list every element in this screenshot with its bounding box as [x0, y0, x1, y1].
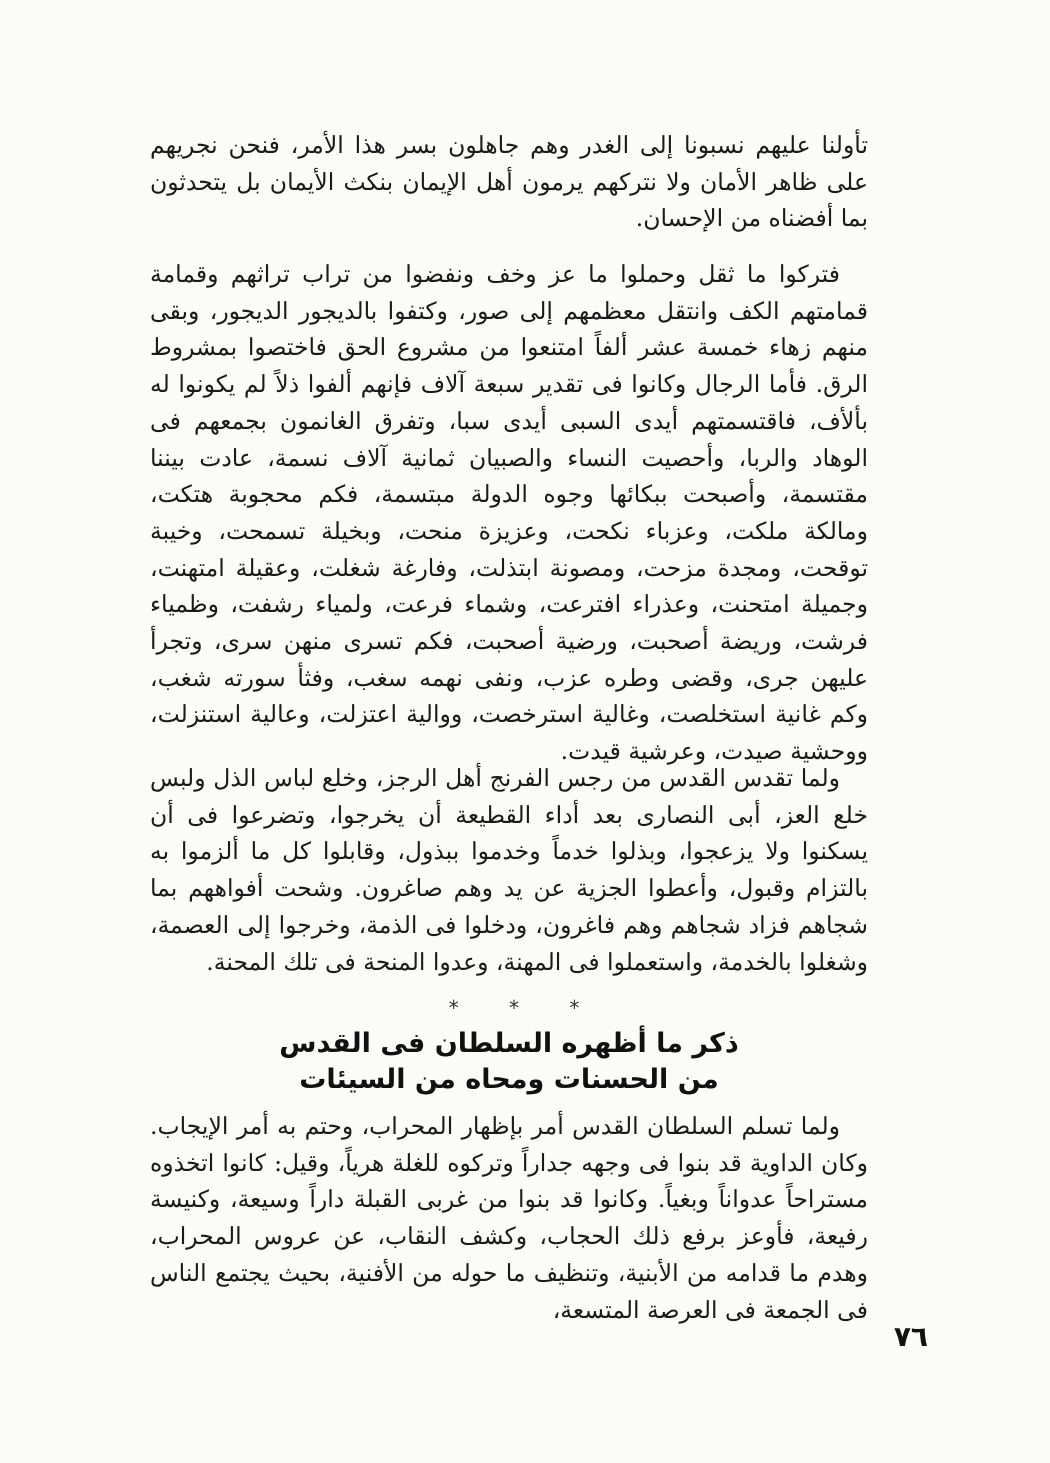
paragraph-mihrab: ولما تسلم السلطان القدس أمر بإظهار المحراب، وحتم به أمر الإيجاب. وكان الداوية قد بنوا فى وجهه جداراً وتركوه للغلة هرياً، وقيل: كانوا اتخذوه مستراحاً عدواناً وبغياً. وكانوا قد بنوا من غربى القبلة داراً وسيعة، وكنيسة رفيعة، فأوعز برفع ذلك الحجاب، وكشف النقاب، عن عروس المحراب، وهدم ما قدامه من الأبنية، وتنظيف ما حوله من الأفنية، بحيث يجتمع الناس فى الجمعة فى العرصة المتسعة،: [150, 1112, 868, 1324]
text-block-3: [150, 760, 868, 980]
paragraph-continuation: تأولنا عليهم نسبونا إلى الغدر وهم جاهلون بسر هذا الأمر، فنحن نجريهم على ظاهر الأمان ولا نتركهم يرمون أهل الإيمان بنكث الأيمان بل يتحدثون بما أفضناه من الإحسان.: [150, 131, 868, 233]
section-heading-line-1: ذكر ما أظهره السلطان فى القدس: [279, 1028, 739, 1059]
paragraph-christians: ولما تقدس القدس من رجس الفرنج أهل الرجز، وخلع لباس الذل ولبس خلع العز، أبى النصارى بعد أداء القطيعة أن يخرجوا، وتضرعوا فى أن يسكنوا ولا يزعجوا، وبذلوا خدماً وخدموا ببذول، وقابلوا كل ما ألزموا به بالتزام وقبول، وأعطوا الجزية عن يد وهم صاغرون. وشحت أفواههم بما شجاهم فزاد شجاهم وهم فاغرون، ودخلوا فى الذمة، وخرجوا إلى العصمة، وشغلوا بالخدمة، واستعملوا فى المهنة، وعدوا المنحة فى تلك المحنة.: [150, 764, 868, 976]
page-number: ٧٦: [893, 1320, 928, 1353]
text-block-2: [150, 256, 868, 770]
paragraph-captives: فتركوا ما ثقل وحملوا ما عز وخف ونفضوا من تراب تراثهم وقمامة قمامتهم الكف وانتقل معظمهم إلى صور، وكتفوا بالديجور الديجور، وبقى منهم زهاء خمسة عشر ألفاً امتنعوا من مشروع الحق فاختصوا بمشروط الرق. فأما الرجال وكانوا فى تقدير سبعة آلاف فإنهم ألفوا ذلاً لم يكونوا له بألأف، فاقتسمتهم أيدى السبى أيدى سبا، وتفرق الغانمون بجمعهم فى الوهاد والربا، وأحصيت النساء والصبيان ثمانية آلاف نسمة، عادت بيننا مقتسمة، وأصبحت ببكائها وجوه الدولة مبتسمة، فكم محجوبة هتكت، ومالكة ملكت، وعزباء نكحت، وعزيزة منحت، وبخيلة تسمحت، وخيبة توقحت، ومجدة مزحت، ومصونة ابتذلت، وفارغة شغلت، وعقيلة امتهنت، وجميلة امتحنت، وعذراء افترعت، وشماء فرعت، ولمياء رشفت، وظمياء فرشت، وريضة أصحبت، ورضية أصحبت، فكم تسرى منهن سرى، وتجرأ عليهن جرى، وقضى وطره عزب، ونفى نهمه سغب، وفثأ سورته شغب، وكم غانية استخلصت، وغالية استرخصت، ووالية اعتزلت، وعالية استنزلت، ووحشية صيدت، وعرشية قيدت.: [150, 260, 868, 766]
section-heading-line-2: من الحسنات ومحاه من السيئات: [299, 1064, 719, 1095]
text-block-1: [150, 127, 868, 237]
section-divider: * * *: [448, 996, 602, 1020]
text-block-4: [150, 1108, 868, 1328]
